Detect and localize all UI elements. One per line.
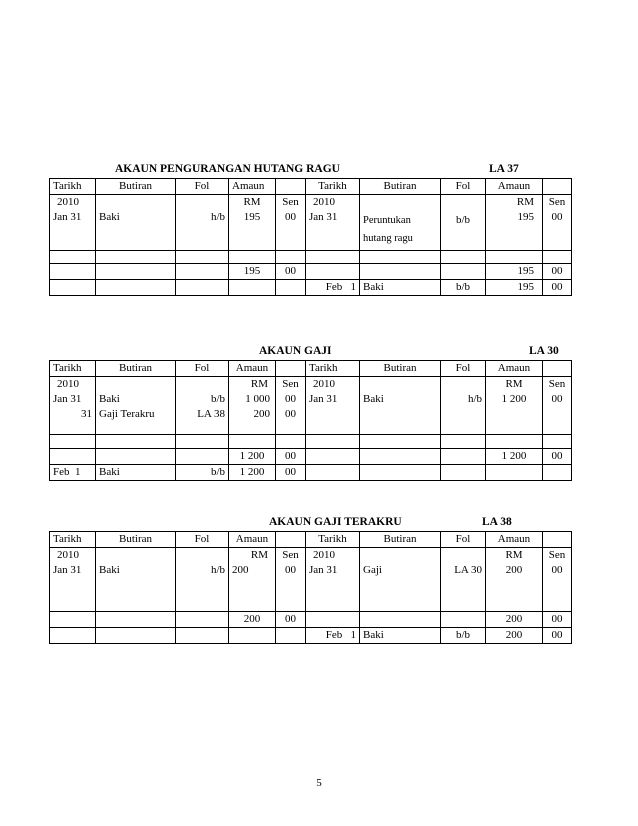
col-sen-blank: [276, 532, 306, 548]
col-tarikh: Tarikh: [306, 361, 360, 377]
debit-date-cell: [50, 377, 96, 435]
desc: Baki: [99, 211, 120, 223]
col-fol: Fol: [176, 179, 229, 195]
total-rm: 1 200: [486, 449, 543, 465]
blank-row: [50, 251, 572, 264]
credit-date-cell: [306, 377, 360, 435]
col-fol: Fol: [441, 179, 486, 195]
debit-fol-cell: [176, 548, 229, 612]
col-sen-blank: [543, 179, 572, 195]
date: 31: [81, 408, 92, 420]
carry-sen: 00: [543, 628, 572, 644]
debit-sen-cell: [276, 195, 306, 251]
debit-fol-cell: [176, 377, 229, 435]
rm-head: RM: [505, 549, 523, 561]
sen-head: Sen: [548, 378, 566, 390]
col-amaun: Amaun: [229, 179, 276, 195]
rm: 200: [505, 564, 523, 576]
credit-date-cell: [306, 548, 360, 612]
credit-fol-cell: [441, 548, 486, 612]
ledger-table: [49, 360, 572, 481]
debit-desc-cell: [96, 548, 176, 612]
col-sen-blank: [276, 361, 306, 377]
carry-date: Feb 1: [306, 280, 360, 296]
year: 2010: [57, 549, 79, 561]
col-tarikh: Tarikh: [50, 532, 96, 548]
fol: b/b: [455, 214, 471, 226]
col-amaun: Amaun: [486, 361, 543, 377]
desc: Baki: [99, 393, 120, 405]
total-sen: 00: [276, 264, 306, 280]
year: 2010: [57, 378, 79, 390]
debit-fol-cell: [176, 195, 229, 251]
ledger-gaji: [49, 345, 571, 481]
rm: 1 000: [245, 393, 270, 405]
page-number: 5: [316, 777, 322, 789]
desc: Gaji: [363, 564, 382, 576]
col-fol: Fol: [176, 532, 229, 548]
col-fol: Fol: [441, 361, 486, 377]
credit-rm-cell: [486, 195, 543, 251]
year: 2010: [313, 378, 335, 390]
rm-head: RM: [505, 378, 523, 390]
rm: 1 200: [501, 393, 527, 405]
year: 2010: [313, 549, 335, 561]
fol: LA 38: [197, 408, 225, 420]
credit-sen-cell: [543, 195, 572, 251]
rm-head: RM: [250, 378, 268, 390]
carry-row: [50, 465, 572, 481]
carry-fol: b/b: [441, 628, 486, 644]
col-sen-blank: [543, 532, 572, 548]
ledger-header: [49, 345, 571, 360]
fol: b/b: [210, 393, 225, 405]
sen-head: Sen: [282, 549, 299, 561]
carry-rm: 195: [486, 280, 543, 296]
credit-desc-cell: [360, 195, 441, 251]
col-tarikh: Tarikh: [50, 179, 96, 195]
carry-fol: b/b: [441, 280, 486, 296]
carry-date: Feb 1: [50, 465, 96, 481]
carry-row: [50, 628, 572, 644]
fol: h/b: [210, 564, 225, 576]
col-amaun: Amaun: [229, 361, 276, 377]
sen-head: Sen: [282, 196, 299, 208]
credit-rm-cell: [486, 377, 543, 435]
rm-head: RM: [243, 196, 261, 208]
carry-row: [50, 280, 572, 296]
date: Jan 31: [309, 393, 338, 405]
sen-head: Sen: [548, 196, 566, 208]
ledger-code: LA 37: [489, 163, 519, 175]
ledger-header: [49, 163, 571, 178]
sen: 00: [285, 564, 296, 576]
debit-date-cell: [50, 548, 96, 612]
col-butiran: Butiran: [96, 361, 176, 377]
ledger-title: AKAUN GAJI TERAKRU: [269, 516, 402, 528]
col-amaun: Amaun: [486, 179, 543, 195]
date: Jan 31: [53, 393, 82, 405]
credit-desc-cell: [360, 548, 441, 612]
ledger-table: [49, 178, 572, 296]
carry-desc: Baki: [360, 628, 441, 644]
fol: LA 30: [454, 564, 482, 576]
sen: 00: [285, 408, 296, 420]
total-sen: 00: [276, 449, 306, 465]
col-sen-blank: [543, 361, 572, 377]
carry-fol: b/b: [176, 465, 229, 481]
carry-date: Feb 1: [306, 628, 360, 644]
desc: Peruntukan: [363, 215, 411, 226]
col-amaun: Amaun: [229, 532, 276, 548]
rm: 195: [517, 211, 534, 223]
col-fol: Fol: [176, 361, 229, 377]
carry-rm: 200: [486, 628, 543, 644]
col-tarikh: Tarikh: [306, 532, 360, 548]
year: 2010: [57, 196, 79, 208]
date: Jan 31: [53, 211, 82, 223]
ledger-table: [49, 531, 572, 644]
debit-rm-cell: [229, 377, 276, 435]
debit-rm-cell: [229, 195, 276, 251]
sen: 00: [285, 211, 296, 223]
column-header-row: [50, 361, 572, 377]
col-tarikh: Tarikh: [306, 179, 360, 195]
rm: 200: [253, 408, 270, 420]
total-sen: 00: [543, 264, 572, 280]
rm-head: RM: [516, 196, 534, 208]
credit-date-cell: [306, 195, 360, 251]
total-row: [50, 612, 572, 628]
carry-sen: 00: [543, 280, 572, 296]
ledger-gaji-terakru: [49, 516, 571, 644]
total-row: [50, 264, 572, 280]
carry-desc: Baki: [360, 280, 441, 296]
sen: 00: [285, 393, 296, 405]
debit-desc-cell: [96, 377, 176, 435]
rm: 195: [243, 211, 261, 223]
total-rm: 195: [229, 264, 276, 280]
fol: h/b: [467, 393, 482, 405]
desc: hutang ragu: [363, 233, 413, 244]
entry-row: [50, 377, 572, 435]
credit-desc-cell: [360, 377, 441, 435]
rm-head: RM: [250, 549, 268, 561]
col-butiran: Butiran: [96, 179, 176, 195]
col-butiran: Butiran: [96, 532, 176, 548]
total-sen: 00: [543, 612, 572, 628]
col-butiran: Butiran: [360, 361, 441, 377]
fol: h/b: [210, 211, 225, 223]
desc: Baki: [363, 393, 384, 405]
date: Jan 31: [309, 564, 338, 576]
ledger-header: [49, 516, 571, 531]
column-header-row: [50, 532, 572, 548]
carry-sen: 00: [276, 465, 306, 481]
sen: 00: [551, 211, 563, 223]
debit-rm-cell: [229, 548, 276, 612]
date: Jan 31: [53, 564, 82, 576]
carry-rm: 1 200: [229, 465, 276, 481]
entry-row: [50, 548, 572, 612]
sen-head: Sen: [282, 378, 299, 390]
total-rm: 1 200: [229, 449, 276, 465]
debit-date-cell: [50, 195, 96, 251]
ledger-code: LA 38: [482, 516, 512, 528]
total-rm: 195: [486, 264, 543, 280]
col-amaun: Amaun: [486, 532, 543, 548]
total-sen: 00: [276, 612, 306, 628]
rm: 200: [232, 564, 249, 576]
ledger-title: AKAUN PENGURANGAN HUTANG RAGU: [115, 163, 340, 175]
year: 2010: [313, 196, 335, 208]
debit-sen-cell: [276, 548, 306, 612]
debit-sen-cell: [276, 377, 306, 435]
debit-desc-cell: [96, 195, 176, 251]
sen: 00: [551, 564, 563, 576]
entry-row: [50, 195, 572, 251]
ledger-hutang-ragu: [49, 163, 571, 296]
total-row: [50, 449, 572, 465]
credit-fol-cell: [441, 195, 486, 251]
column-header-row: [50, 179, 572, 195]
sen: 00: [551, 393, 563, 405]
date: Jan 31: [309, 211, 338, 223]
blank-row: [50, 435, 572, 449]
total-rm: 200: [486, 612, 543, 628]
ledger-title: AKAUN GAJI: [259, 345, 332, 357]
carry-desc: Baki: [96, 465, 176, 481]
total-sen: 00: [543, 449, 572, 465]
credit-rm-cell: [486, 548, 543, 612]
col-sen-blank: [276, 179, 306, 195]
credit-sen-cell: [543, 548, 572, 612]
desc: Baki: [99, 564, 120, 576]
desc: Gaji Terakru: [99, 408, 155, 420]
credit-sen-cell: [543, 377, 572, 435]
total-rm: 200: [229, 612, 276, 628]
col-butiran: Butiran: [360, 179, 441, 195]
ledger-code: LA 30: [529, 345, 559, 357]
sen-head: Sen: [548, 549, 566, 561]
col-fol: Fol: [441, 532, 486, 548]
col-tarikh: Tarikh: [50, 361, 96, 377]
col-butiran: Butiran: [360, 532, 441, 548]
credit-fol-cell: [441, 377, 486, 435]
